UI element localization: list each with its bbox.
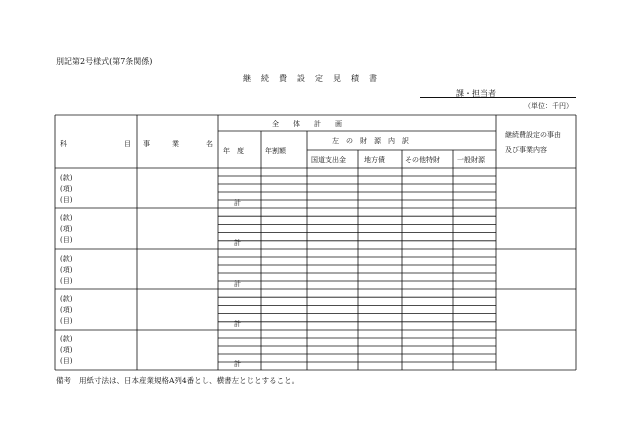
block-5-kan: (款): [60, 335, 73, 343]
block-3-moku: (目): [60, 277, 73, 285]
block-4-moku: (目): [60, 317, 73, 325]
header-local-bonds: 地方債: [364, 156, 385, 164]
section-label: 課・担当者: [456, 89, 496, 98]
document-title: 継続費設定見積書: [243, 74, 387, 83]
block-5-kou: (項): [60, 346, 73, 354]
block-4-total: 計: [234, 320, 241, 328]
block-2-kou: (項): [60, 225, 73, 233]
block-5-total: 計: [234, 360, 241, 368]
block-1-moku: (目): [60, 196, 73, 204]
header-national-funds: 国道支出金: [311, 156, 346, 164]
header-subject: 科: [60, 140, 67, 148]
block-5-moku: (目): [60, 357, 73, 365]
block-1-kan: (款): [60, 174, 73, 182]
header-funding-breakdown: 左 の 財 源 内 訳: [332, 137, 409, 145]
header-subject-2: 目: [124, 140, 131, 148]
header-project-3: 名: [206, 140, 213, 148]
block-1-kou: (項): [60, 185, 73, 193]
header-fiscal-year: 年 度: [223, 147, 244, 155]
block-4-kou: (項): [60, 306, 73, 314]
remark-text: 用紙寸法は、日本産業規格A列4番とし、横書左とじとすること。: [79, 376, 300, 385]
form-number: 別記第2号様式(第7条関係): [56, 57, 153, 66]
block-3-kan: (款): [60, 255, 73, 263]
header-project-2: 業: [172, 140, 179, 148]
block-4-kan: (款): [60, 295, 73, 303]
remark-note: [56, 375, 299, 386]
header-reason: 継続費設定の事由: [505, 131, 561, 139]
header-general-funds: 一般財源: [457, 156, 485, 164]
block-2-total: 計: [234, 239, 241, 247]
header-overall-plan: 全 体 計 画: [272, 120, 342, 128]
header-project: 事: [143, 140, 150, 148]
header-other-funds: その他特財: [405, 156, 440, 164]
block-1-total: 計: [234, 199, 241, 207]
header-reason-2: 及び事業内容: [505, 146, 547, 154]
header-annual-amount: 年割額: [265, 147, 286, 155]
block-2-moku: (目): [60, 236, 73, 244]
remark-label: 備考: [56, 376, 71, 385]
unit-label: （単位：千円）: [524, 102, 573, 110]
block-3-kou: (項): [60, 266, 73, 274]
block-3-total: 計: [234, 280, 241, 288]
block-2-kan: (款): [60, 214, 73, 222]
